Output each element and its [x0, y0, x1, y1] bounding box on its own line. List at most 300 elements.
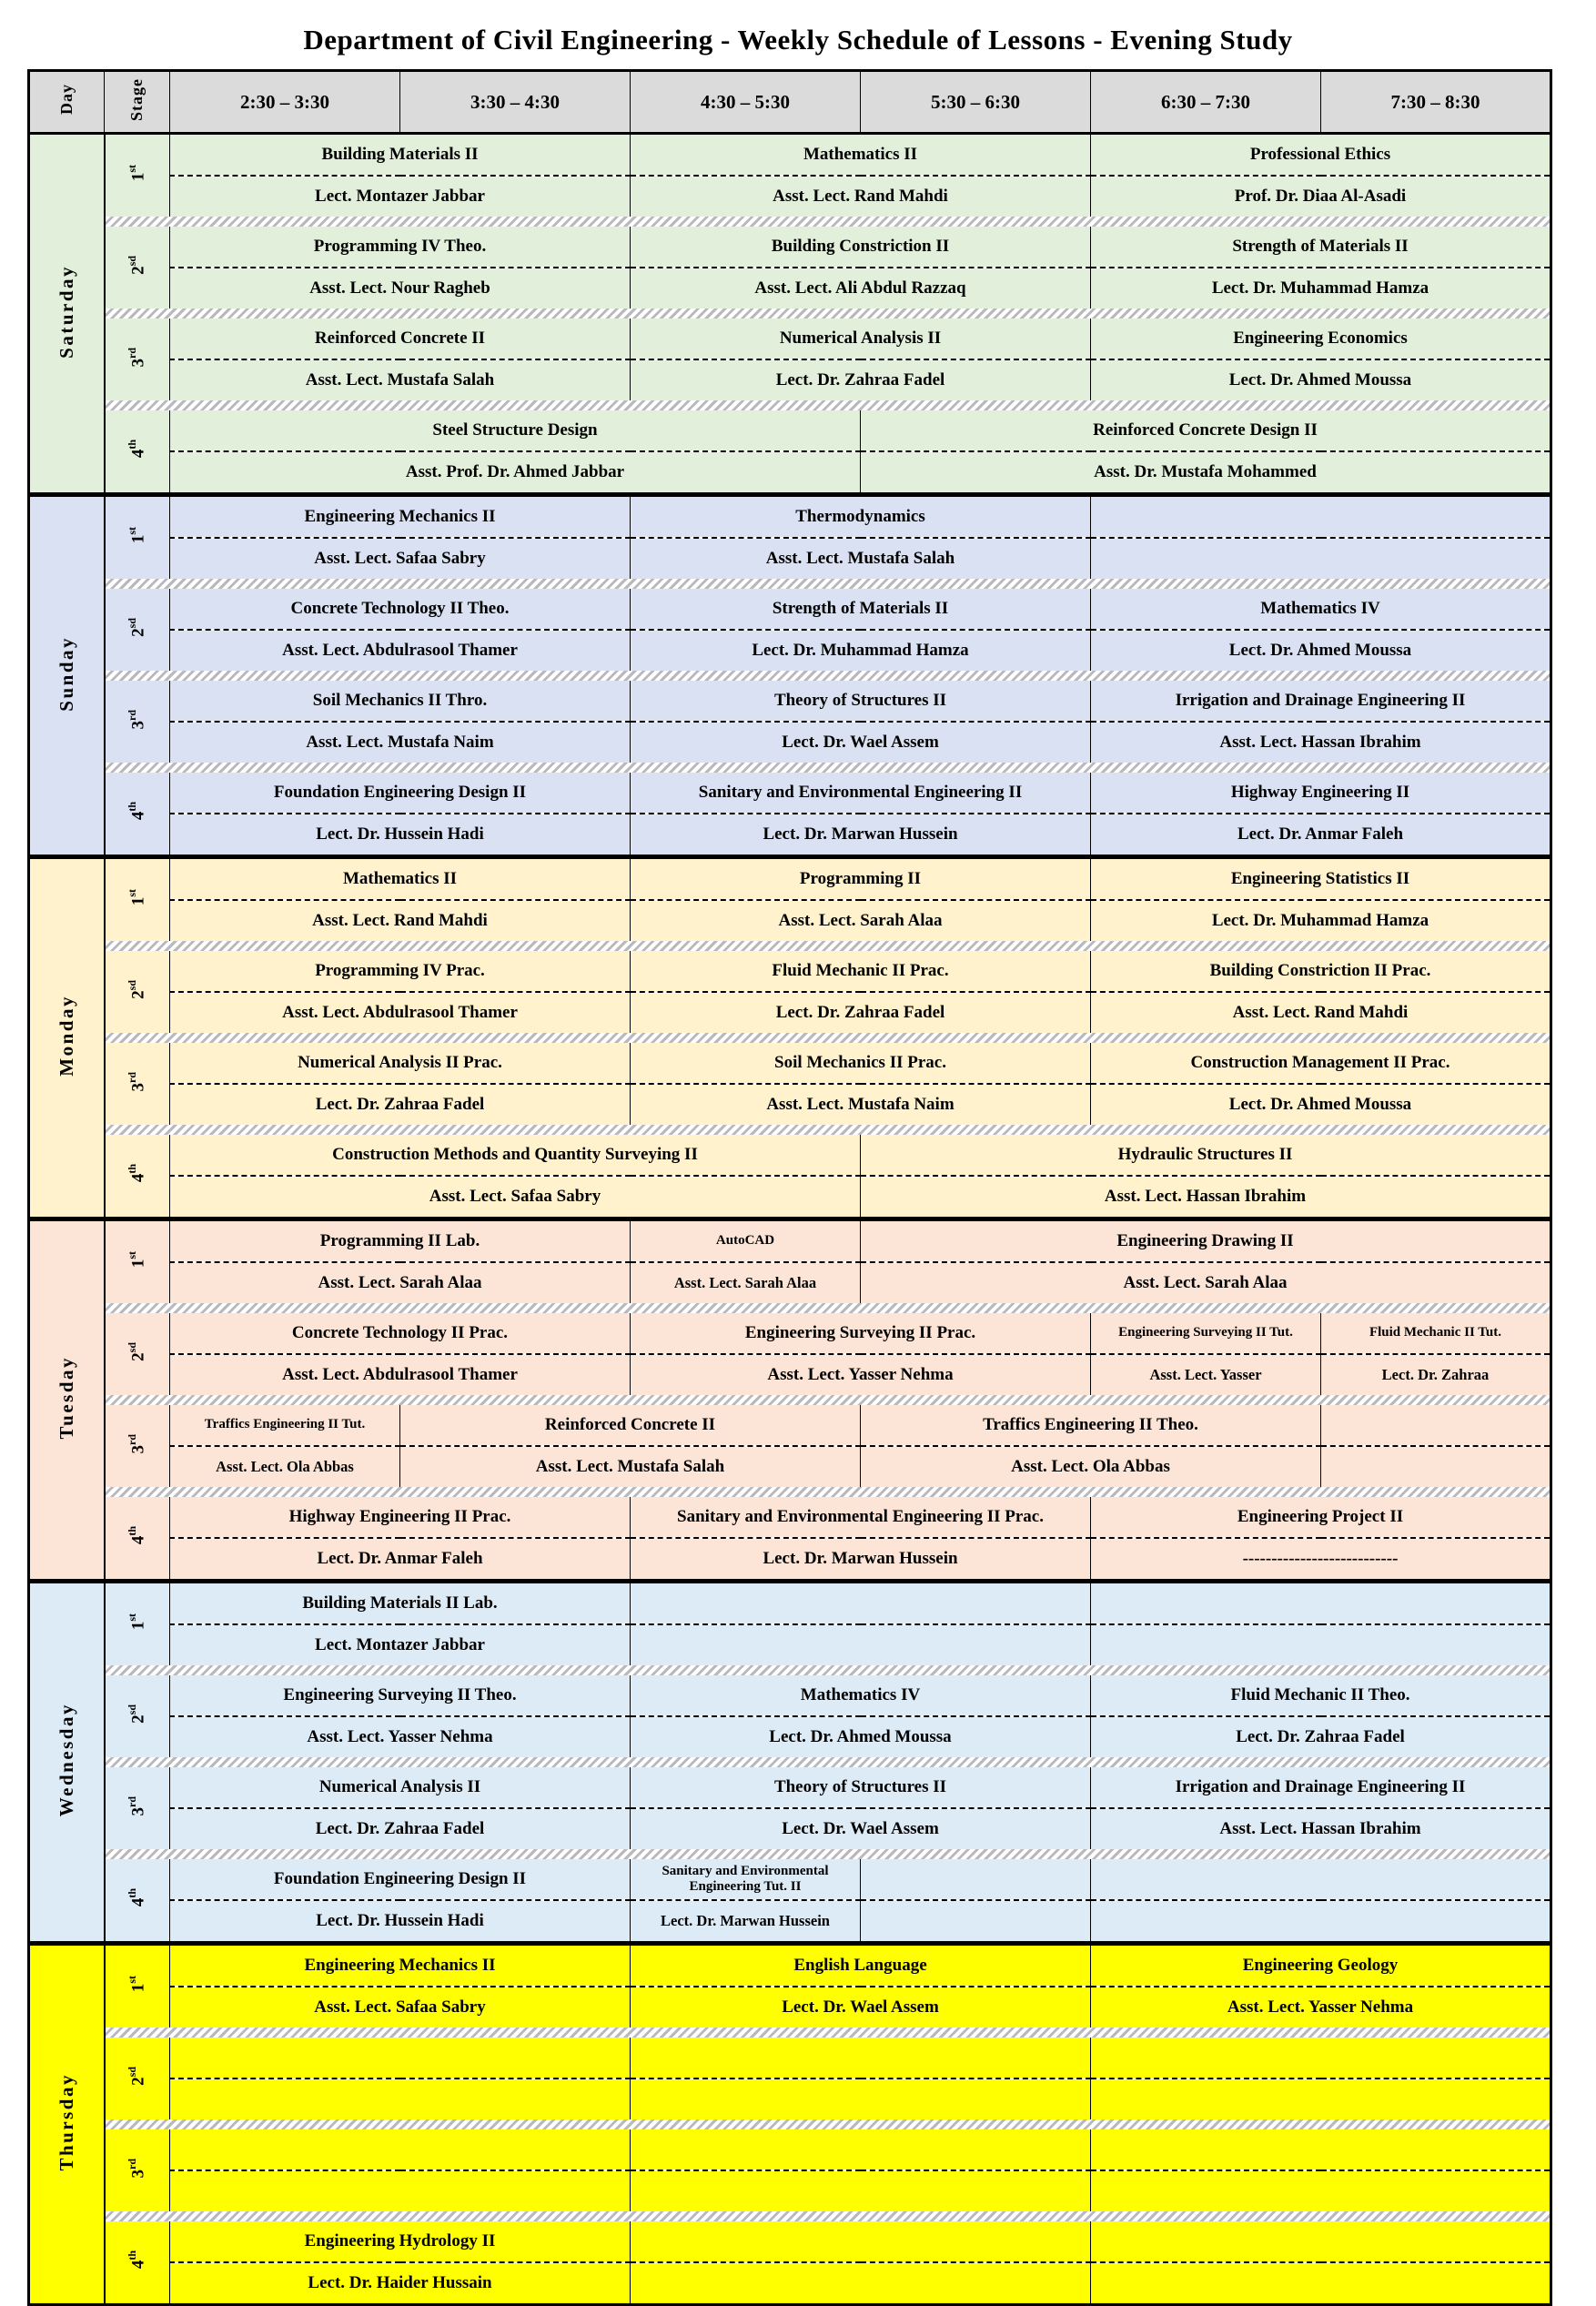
lecturer-cell: Lect. Dr. Wael Assem: [631, 1987, 1091, 2028]
subject-row: [29, 1221, 1551, 1262]
lecturer-cell: Asst. Lect. Nour Ragheb: [170, 268, 631, 308]
lecturer-row: [29, 1716, 1551, 1757]
lecturer-row: [29, 1176, 1551, 1217]
stage-text: 4th: [126, 1888, 148, 1907]
stage-label-sunday-2sd: [105, 589, 170, 671]
lecturer-row: [29, 722, 1551, 763]
subject-row: [29, 681, 1551, 722]
stage-divider-row: [29, 1487, 1551, 1497]
stage-divider-row: [29, 2028, 1551, 2038]
lecturer-row: [29, 1900, 1551, 1941]
lecturer-row: [29, 1538, 1551, 1579]
day-name-text: Tuesday: [55, 1356, 77, 1440]
lecturer-cell: [1091, 2262, 1551, 2305]
subject-cell: Irrigation and Drainage Engineering II: [1091, 681, 1551, 722]
subject-cell: Hydraulic Structures II: [861, 1135, 1551, 1176]
subject-cell: Theory of Structures II: [631, 681, 1091, 722]
time-slot-header: 6:30 – 7:30: [1091, 71, 1321, 134]
lecturer-cell: Lect. Dr. Wael Assem: [631, 722, 1091, 763]
lecturer-cell: Asst. Lect. Yasser Nehma: [170, 1716, 631, 1757]
lecturer-cell: [1321, 1446, 1551, 1487]
header-row: [29, 71, 1551, 134]
stage-text: $2^{sd}$: [126, 980, 148, 999]
lecturer-cell: Asst. Lect. Abdulrasool Thamer: [170, 1354, 631, 1395]
subject-row: [29, 1405, 1551, 1446]
subject-row: [29, 1946, 1551, 1987]
stage-text: 1st: [126, 1976, 148, 1993]
lecturer-row: [29, 1446, 1551, 1487]
subject-row: [29, 2038, 1551, 2078]
lecturer-cell: Lect. Dr. Zahraa Fadel: [631, 992, 1091, 1033]
stage-divider: [105, 400, 1551, 410]
subject-cell: Strength of Materials II: [1091, 227, 1551, 268]
lecturer-cell: ---------------------------: [1091, 1538, 1551, 1579]
lecturer-cell: Asst. Lect. Sarah Alaa: [861, 1262, 1551, 1303]
stage-label-wednesday-4th: [105, 1859, 170, 1941]
stage-divider: [105, 1395, 1551, 1405]
lecturer-cell: Asst. Lect. Abdulrasool Thamer: [170, 630, 631, 671]
stage-divider: [105, 1125, 1551, 1135]
lecturer-row: [29, 992, 1551, 1033]
stage-label-sunday-4th: [105, 773, 170, 855]
lecturer-cell: Asst. Lect. Yasser: [1091, 1354, 1321, 1395]
lecturer-cell: [631, 1624, 1091, 1665]
lecturer-row: [29, 1808, 1551, 1849]
subject-cell: [1091, 1859, 1551, 1900]
stage-divider-row: [29, 400, 1551, 410]
time-slot-header: 7:30 – 8:30: [1321, 71, 1551, 134]
lecturer-row: [29, 1987, 1551, 2028]
subject-cell: [1091, 1583, 1551, 1624]
subject-cell: [170, 2038, 631, 2078]
day-label-saturday: [29, 134, 105, 493]
stage-divider-row: [29, 763, 1551, 773]
lecturer-row: [29, 538, 1551, 579]
subject-cell: Sanitary and Environmental Engineering II Prac.: [631, 1497, 1091, 1538]
stage-divider-row: [29, 579, 1551, 589]
stage-text: 3rd: [126, 347, 148, 368]
subject-cell: Highway Engineering II Prac.: [170, 1497, 631, 1538]
lecturer-row: [29, 1354, 1551, 1395]
subject-cell: Mathematics IV: [631, 1675, 1091, 1716]
subject-row: [29, 1135, 1551, 1176]
subject-cell: Mathematics II: [631, 134, 1091, 177]
subject-cell: Engineering Surveying II Prac.: [631, 1313, 1091, 1354]
time-slot-header: 3:30 – 4:30: [400, 71, 631, 134]
lecturer-cell: [861, 1900, 1091, 1941]
subject-cell: Thermodynamics: [631, 497, 1091, 538]
stage-text: 3rd: [126, 2158, 148, 2179]
lecturer-cell: Asst. Lect. Mustafa Naim: [631, 1084, 1091, 1125]
subject-cell: Fluid Mechanic II Tut.: [1321, 1313, 1551, 1354]
lecturer-cell: [170, 2170, 631, 2211]
stage-divider-row: [29, 217, 1551, 227]
lecturer-cell: Lect. Montazer Jabbar: [170, 1624, 631, 1665]
lecturer-row: [29, 451, 1551, 492]
subject-cell: Engineering Hydrology II: [170, 2221, 631, 2262]
subject-cell: Engineering Surveying II Tut.: [1091, 1313, 1321, 1354]
subject-cell: Engineering Economics: [1091, 319, 1551, 359]
lecturer-cell: Lect. Dr. Ahmed Moussa: [1091, 1084, 1551, 1125]
lecturer-row: [29, 1262, 1551, 1303]
stage-label-monday-2sd: [105, 951, 170, 1033]
lecturer-cell: Lect. Dr. Ahmed Moussa: [1091, 359, 1551, 400]
stage-divider-row: [29, 671, 1551, 681]
lecturer-cell: Lect. Dr. Ahmed Moussa: [631, 1716, 1091, 1757]
lecturer-cell: Lect. Dr. Wael Assem: [631, 1808, 1091, 1849]
subject-cell: Building Materials II: [170, 134, 631, 177]
stage-label-wednesday-1st: [105, 1583, 170, 1665]
subject-cell: Programming IV Prac.: [170, 951, 631, 992]
subject-cell: Traffics Engineering II Tut.: [170, 1405, 400, 1446]
subject-row: [29, 1043, 1551, 1084]
lecturer-cell: Asst. Lect. Yasser Nehma: [1091, 1987, 1551, 2028]
stage-divider: [105, 2028, 1551, 2038]
lecturer-cell: Asst. Lect. Sarah Alaa: [631, 900, 1091, 941]
lecturer-cell: Asst. Lect. Mustafa Salah: [631, 538, 1091, 579]
time-slot-header: 4:30 – 5:30: [631, 71, 861, 134]
subject-cell: Building Materials II Lab.: [170, 1583, 631, 1624]
subject-row: [29, 2129, 1551, 2170]
subject-row: [29, 497, 1551, 538]
stage-divider: [105, 1665, 1551, 1675]
lecturer-cell: Lect. Dr. Muhammad Hamza: [1091, 900, 1551, 941]
stage-divider: [105, 1849, 1551, 1859]
lecturer-cell: Asst. Dr. Mustafa Mohammed: [861, 451, 1551, 492]
stage-divider-row: [29, 1033, 1551, 1043]
day-label-thursday: [29, 1946, 105, 2305]
stage-text: 4th: [126, 2250, 148, 2270]
subject-cell: [631, 1583, 1091, 1624]
subject-cell: Concrete Technology II Prac.: [170, 1313, 631, 1354]
stage-divider-row: [29, 1125, 1551, 1135]
stage-label-tuesday-3rd: [105, 1405, 170, 1487]
stage-divider: [105, 1757, 1551, 1767]
lecturer-cell: Lect. Dr. Hussein Hadi: [170, 1900, 631, 1941]
lecturer-cell: Asst. Lect. Mustafa Salah: [170, 359, 631, 400]
subject-cell: [1091, 2129, 1551, 2170]
subject-cell: Construction Methods and Quantity Surveying II: [170, 1135, 861, 1176]
time-slot-header: 5:30 – 6:30: [861, 71, 1091, 134]
lecturer-row: [29, 176, 1551, 217]
subject-cell: [631, 2221, 1091, 2262]
subject-cell: Programming II Lab.: [170, 1221, 631, 1262]
lecturer-cell: [1091, 2078, 1551, 2119]
subject-cell: Highway Engineering II: [1091, 773, 1551, 814]
subject-cell: [631, 2038, 1091, 2078]
lecturer-cell: Asst. Lect. Sarah Alaa: [170, 1262, 631, 1303]
lecturer-cell: [1091, 1900, 1551, 1941]
stage-label-monday-1st: [105, 859, 170, 941]
lecturer-cell: Lect. Dr. Zahraa Fadel: [631, 359, 1091, 400]
day-label-wednesday: [29, 1583, 105, 1941]
lecturer-cell: Asst. Lect. Mustafa Salah: [400, 1446, 861, 1487]
subject-cell: Soil Mechanics II Thro.: [170, 681, 631, 722]
lecturer-cell: Asst. Lect. Sarah Alaa: [631, 1262, 861, 1303]
subject-cell: Foundation Engineering Design II: [170, 773, 631, 814]
stage-column-header: Stage: [105, 71, 170, 134]
lecturer-cell: Asst. Prof. Dr. Ahmed Jabbar: [170, 451, 861, 492]
stage-divider-row: [29, 1665, 1551, 1675]
lecturer-cell: Asst. Lect. Abdulrasool Thamer: [170, 992, 631, 1033]
subject-cell: [1321, 1405, 1551, 1446]
stage-text: $2^{sd}$: [126, 256, 148, 275]
stage-divider: [105, 1487, 1551, 1497]
lecturer-cell: Lect. Dr. Muhammad Hamza: [1091, 268, 1551, 308]
lecturer-cell: Lect. Dr. Marwan Hussein: [631, 814, 1091, 855]
subject-cell: Programming II: [631, 859, 1091, 900]
stage-divider-row: [29, 941, 1551, 951]
subject-cell: Engineering Mechanics II: [170, 497, 631, 538]
lecturer-cell: Asst. Lect. Hassan Ibrahim: [1091, 722, 1551, 763]
lecturer-cell: Lect. Dr. Anmar Faleh: [170, 1538, 631, 1579]
subject-cell: Engineering Statistics II: [1091, 859, 1551, 900]
subject-cell: [1091, 2038, 1551, 2078]
subject-cell: Strength of Materials II: [631, 589, 1091, 630]
stage-label-saturday-3rd: [105, 319, 170, 400]
lecturer-cell: Lect. Dr. Zahraa Fadel: [170, 1084, 631, 1125]
lecturer-cell: [170, 2078, 631, 2119]
subject-cell: Numerical Analysis II: [631, 319, 1091, 359]
stage-label-thursday-2sd: [105, 2038, 170, 2119]
stage-label-saturday-4th: [105, 410, 170, 492]
subject-cell: [631, 2129, 1091, 2170]
subject-cell: Mathematics II: [170, 859, 631, 900]
day-name-text: Thursday: [55, 2073, 77, 2171]
stage-label-sunday-3rd: [105, 681, 170, 763]
stage-label-thursday-1st: [105, 1946, 170, 2028]
stage-divider-row: [29, 308, 1551, 319]
lecturer-cell: Lect. Dr. Zahraa Fadel: [1091, 1716, 1551, 1757]
lecturer-cell: Lect. Dr. Marwan Hussein: [631, 1538, 1091, 1579]
day-name-text: Saturday: [55, 264, 77, 359]
subject-cell: Fluid Mechanic II Theo.: [1091, 1675, 1551, 1716]
subject-cell: Numerical Analysis II Prac.: [170, 1043, 631, 1084]
lecturer-cell: Asst. Lect. Ola Abbas: [861, 1446, 1321, 1487]
stage-label-tuesday-1st: [105, 1221, 170, 1303]
lecturer-row: [29, 630, 1551, 671]
lecturer-cell: Asst. Lect. Rand Mahdi: [631, 176, 1091, 217]
subject-row: [29, 1497, 1551, 1538]
stage-text: 1st: [126, 165, 148, 182]
stage-text: 4th: [126, 802, 148, 821]
lecturer-cell: [631, 2170, 1091, 2211]
day-label-sunday: [29, 497, 105, 855]
lecturer-row: [29, 2262, 1551, 2305]
subject-cell: Mathematics IV: [1091, 589, 1551, 630]
stage-divider: [105, 2211, 1551, 2221]
stage-text: 4th: [126, 1526, 148, 1545]
stage-label-monday-4th: [105, 1135, 170, 1217]
subject-cell: Engineering Mechanics II: [170, 1946, 631, 1987]
lecturer-row: [29, 359, 1551, 400]
stage-text: 3rd: [126, 1433, 148, 1454]
lecturer-row: [29, 1624, 1551, 1665]
lecturer-cell: Asst. Lect. Mustafa Naim: [170, 722, 631, 763]
stage-divider: [105, 308, 1551, 319]
subject-cell: Building Constriction II: [631, 227, 1091, 268]
stage-divider: [105, 579, 1551, 589]
stage-text: $2^{sd}$: [126, 2067, 148, 2086]
stage-label-tuesday-4th: [105, 1497, 170, 1579]
stage-divider: [105, 217, 1551, 227]
subject-cell: [861, 1859, 1091, 1900]
stage-divider-row: [29, 2119, 1551, 2129]
subject-row: [29, 859, 1551, 900]
lecturer-cell: Asst. Lect. Ali Abdul Razzaq: [631, 268, 1091, 308]
lecturer-cell: Asst. Lect. Rand Mahdi: [1091, 992, 1551, 1033]
subject-cell: Theory of Structures II: [631, 1767, 1091, 1808]
subject-cell: Building Constriction II Prac.: [1091, 951, 1551, 992]
lecturer-cell: Asst. Lect. Hassan Ibrahim: [861, 1176, 1551, 1217]
lecturer-cell: [631, 2078, 1091, 2119]
subject-cell: Construction Management II Prac.: [1091, 1043, 1551, 1084]
stage-text: 3rd: [126, 1795, 148, 1816]
lecturer-cell: Lect. Dr. Muhammad Hamza: [631, 630, 1091, 671]
subject-cell: Programming IV Theo.: [170, 227, 631, 268]
lecturer-cell: [1091, 2170, 1551, 2211]
lecturer-cell: Lect. Dr. Zahraa Fadel: [170, 1808, 631, 1849]
subject-row: [29, 410, 1551, 451]
lecturer-cell: Asst. Lect. Ola Abbas: [170, 1446, 400, 1487]
subject-row: [29, 134, 1551, 177]
subject-row: [29, 589, 1551, 630]
subject-row: [29, 227, 1551, 268]
subject-cell: Soil Mechanics II Prac.: [631, 1043, 1091, 1084]
stage-label-saturday-2sd: [105, 227, 170, 308]
subject-row: [29, 1313, 1551, 1354]
subject-row: [29, 1767, 1551, 1808]
subject-cell: [1091, 2221, 1551, 2262]
lecturer-cell: Prof. Dr. Diaa Al-Asadi: [1091, 176, 1551, 217]
subject-cell: AutoCAD: [631, 1221, 861, 1262]
weekly-schedule-table: [27, 69, 1552, 2306]
stage-divider: [105, 671, 1551, 681]
page-title: Department of Civil Engineering - Weekly Schedule of Lessons - Evening Study: [303, 24, 1293, 56]
subject-cell: Numerical Analysis II: [170, 1767, 631, 1808]
subject-row: [29, 1859, 1551, 1900]
subject-row: [29, 951, 1551, 992]
lecturer-cell: Lect. Dr. Marwan Hussein: [631, 1900, 861, 1941]
stage-divider: [105, 941, 1551, 951]
subject-cell: Engineering Geology: [1091, 1946, 1551, 1987]
lecturer-row: [29, 268, 1551, 308]
lecturer-cell: [1091, 1624, 1551, 1665]
time-slot-header: 2:30 – 3:30: [170, 71, 400, 134]
subject-cell: [1091, 497, 1551, 538]
subject-cell: Foundation Engineering Design II: [170, 1859, 631, 1900]
stage-text: 4th: [126, 1164, 148, 1183]
subject-cell: Irrigation and Drainage Engineering II: [1091, 1767, 1551, 1808]
subject-row: [29, 319, 1551, 359]
day-label-tuesday: [29, 1221, 105, 1579]
stage-divider: [105, 2119, 1551, 2129]
lecturer-cell: Lect. Dr. Zahraa: [1321, 1354, 1551, 1395]
stage-divider-row: [29, 1303, 1551, 1313]
stage-label-sunday-1st: [105, 497, 170, 579]
stage-label-wednesday-2sd: [105, 1675, 170, 1757]
subject-cell: Concrete Technology II Theo.: [170, 589, 631, 630]
subject-row: [29, 1583, 1551, 1624]
stage-text: 1st: [126, 1613, 148, 1631]
subject-cell: Traffics Engineering II Theo.: [861, 1405, 1321, 1446]
subject-cell: Engineering Drawing II: [861, 1221, 1551, 1262]
day-name-text: Wednesday: [55, 1703, 77, 1817]
stage-text: $2^{sd}$: [126, 1342, 148, 1361]
subject-cell: English Language: [631, 1946, 1091, 1987]
lecturer-row: [29, 814, 1551, 855]
lecturer-cell: [631, 2262, 1091, 2305]
stage-text: $2^{sd}$: [126, 618, 148, 637]
lecturer-cell: [1091, 538, 1551, 579]
stage-divider-row: [29, 1849, 1551, 1859]
lecturer-row: [29, 1084, 1551, 1125]
day-label-monday: [29, 859, 105, 1217]
subject-cell: Reinforced Concrete II: [170, 319, 631, 359]
stage-label-thursday-3rd: [105, 2129, 170, 2211]
stage-text: 1st: [126, 889, 148, 906]
stage-label-wednesday-3rd: [105, 1767, 170, 1849]
subject-row: [29, 2221, 1551, 2262]
subject-row: [29, 773, 1551, 814]
stage-divider: [105, 1033, 1551, 1043]
day-name-text: Sunday: [55, 635, 77, 712]
subject-cell: Steel Structure Design: [170, 410, 861, 451]
day-column-header: Day: [29, 71, 105, 134]
stage-text: 3rd: [126, 1071, 148, 1092]
stage-text: 1st: [126, 527, 148, 544]
day-name-text: Monday: [55, 995, 77, 1077]
lecturer-cell: Lect. Dr. Haider Hussain: [170, 2262, 631, 2305]
stage-divider: [105, 1303, 1551, 1313]
subject-cell: Sanitary and Environmental Engineering Tut. II: [631, 1859, 861, 1900]
lecturer-cell: Lect. Dr. Anmar Faleh: [1091, 814, 1551, 855]
stage-text: 3rd: [126, 709, 148, 730]
stage-label-tuesday-2sd: [105, 1313, 170, 1395]
subject-cell: Professional Ethics: [1091, 134, 1551, 177]
lecturer-cell: Asst. Lect. Safaa Sabry: [170, 1987, 631, 2028]
subject-cell: Reinforced Concrete II: [400, 1405, 861, 1446]
lecturer-cell: Asst. Lect. Hassan Ibrahim: [1091, 1808, 1551, 1849]
lecturer-cell: Lect. Dr. Ahmed Moussa: [1091, 630, 1551, 671]
stage-text: 1st: [126, 1251, 148, 1269]
subject-cell: Engineering Surveying II Theo.: [170, 1675, 631, 1716]
stage-label-monday-3rd: [105, 1043, 170, 1125]
stage-divider-row: [29, 2211, 1551, 2221]
lecturer-row: [29, 2170, 1551, 2211]
stage-label-thursday-4th: [105, 2221, 170, 2305]
lecturer-row: [29, 900, 1551, 941]
stage-text: 4th: [126, 440, 148, 459]
lecturer-cell: Asst. Lect. Safaa Sabry: [170, 538, 631, 579]
stage-text: $2^{sd}$: [126, 1704, 148, 1724]
lecturer-cell: Asst. Lect. Safaa Sabry: [170, 1176, 861, 1217]
subject-cell: [170, 2129, 631, 2170]
subject-row: [29, 1675, 1551, 1716]
stage-divider-row: [29, 1757, 1551, 1767]
subject-cell: Sanitary and Environmental Engineering II: [631, 773, 1091, 814]
stage-label-saturday-1st: [105, 134, 170, 217]
lecturer-cell: Asst. Lect. Yasser Nehma: [631, 1354, 1091, 1395]
lecturer-cell: Lect. Dr. Hussein Hadi: [170, 814, 631, 855]
stage-divider: [105, 763, 1551, 773]
stage-divider-row: [29, 1395, 1551, 1405]
subject-cell: Reinforced Concrete Design II: [861, 410, 1551, 451]
lecturer-row: [29, 2078, 1551, 2119]
subject-cell: Fluid Mechanic II Prac.: [631, 951, 1091, 992]
lecturer-cell: Lect. Montazer Jabbar: [170, 176, 631, 217]
lecturer-cell: Asst. Lect. Rand Mahdi: [170, 900, 631, 941]
